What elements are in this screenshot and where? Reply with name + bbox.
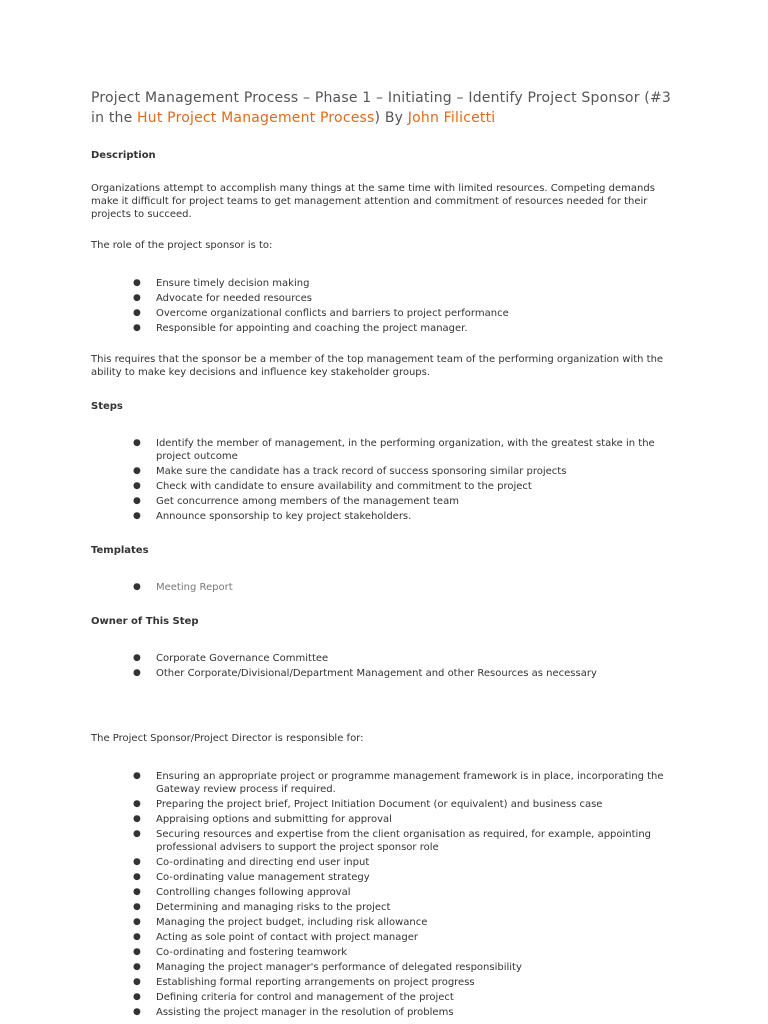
list-item: ● Check with candidate to ensure availability and commitment to the project [133, 481, 532, 492]
sponsor-requirement: This requires that the sponsor be a member of the top management team of the performing organization with the ability to make key decisions and influence key stakeholder groups. [91, 354, 664, 378]
list-item: ● Advocate for needed resources [133, 293, 312, 304]
steps-heading: Steps [91, 401, 123, 412]
list-item: ● Establishing formal reporting arrangements on project progress [133, 977, 475, 988]
bullet-icon: ● [133, 653, 141, 663]
bullet-icon: ● [133, 668, 141, 678]
description-paragraph: Organizations attempt to accomplish many things at the same time with limited resources. Competing demands make it difficult for project teams to get management attention and commitment of resources needed for their projects to succeed. [91, 183, 655, 220]
list-item [91, 581, 671, 594]
author-link[interactable]: John Filicetti [407, 110, 496, 126]
bullet-icon: ● [133, 992, 141, 1002]
list-item: ● Get concurrence among members of the management team [133, 496, 459, 507]
templates-list [91, 581, 671, 594]
list-item: ● Managing the project manager's performance of delegated responsibility [133, 962, 522, 973]
process-link[interactable]: Hut Project Management Process [137, 110, 375, 126]
list-item: ● Other Corporate/Divisional/Department Management and other Resources as necessary [133, 668, 597, 679]
role-intro: The role of the project sponsor is to: [91, 240, 273, 251]
bullet-icon: ● [133, 308, 141, 318]
list-item: ● Identify the member of management, in the performing organization, with the greatest stake in the project outcome [133, 438, 655, 462]
list-item: ● Acting as sole point of contact with project manager [133, 932, 419, 943]
list-item: ● Co-ordinating value management strategy [133, 872, 370, 883]
list-item: ● Ensure timely decision making [133, 278, 310, 289]
bullet-icon: ● [133, 917, 141, 927]
list-item: ● Corporate Governance Committee [133, 653, 329, 664]
bullet-icon: ● [133, 977, 141, 987]
bullet-icon: ● [133, 582, 141, 592]
list-item: ● Assisting the project manager in the resolution of problems [133, 1007, 454, 1018]
bullet-icon: ● [133, 962, 141, 972]
bullet-icon: ● [133, 293, 141, 303]
list-item: ● Make sure the candidate has a track record of success sponsoring similar projects [133, 466, 567, 477]
list-item: ● Managing the project budget, including risk allowance [133, 917, 428, 928]
bullet-icon: ● [133, 323, 141, 333]
bullet-icon: ● [133, 278, 141, 288]
bullet-icon: ● [133, 829, 141, 839]
bullet-icon: ● [133, 799, 141, 809]
owner-heading: Owner of This Step [91, 616, 199, 627]
list-item: ● Ensuring an appropriate project or programme management framework is in place, incorporating the Gateway review process if required. [133, 771, 664, 795]
list-item: ● Preparing the project brief, Project Initiation Document (or equivalent) and business case [133, 799, 603, 810]
description-heading: Description [91, 150, 156, 161]
title-middle: ) By [374, 110, 408, 126]
list-item: ● Announce sponsorship to key project stakeholders. [133, 511, 412, 522]
owner-list [91, 652, 671, 680]
director-intro: The Project Sponsor/Project Director is responsible for: [91, 733, 364, 744]
bullet-icon: ● [133, 814, 141, 824]
bullet-icon: ● [133, 466, 141, 476]
roles-list [91, 277, 671, 335]
director-list [91, 770, 671, 1019]
bullet-icon: ● [133, 481, 141, 491]
list-item: ● Defining criteria for control and management of the project [133, 992, 454, 1003]
meeting-report-link[interactable]: Meeting Report [156, 582, 233, 593]
bullet-icon: ● [133, 1007, 141, 1017]
list-item: ● Appraising options and submitting for approval [133, 814, 392, 825]
bullet-icon: ● [133, 932, 141, 942]
steps-list [91, 437, 671, 523]
bullet-icon: ● [133, 857, 141, 867]
bullet-icon: ● [133, 887, 141, 897]
list-item: ● Responsible for appointing and coaching the project manager. [133, 323, 468, 334]
templates-heading: Templates [91, 545, 149, 556]
list-item: ● Controlling changes following approval [133, 887, 351, 898]
document-page [91, 88, 671, 1021]
bullet-icon: ● [133, 771, 141, 781]
bullet-icon: ● [133, 438, 141, 448]
list-item: ● Securing resources and expertise from the client organisation as required, for example, appointing professional advisers to support the project sponsor role [133, 829, 652, 853]
list-item: ● Determining and managing risks to the project [133, 902, 391, 913]
bullet-icon: ● [133, 511, 141, 521]
bullet-icon: ● [133, 947, 141, 957]
bullet-icon: ● [133, 872, 141, 882]
page-title [91, 88, 671, 128]
list-item: ● Overcome organizational conflicts and barriers to project performance [133, 308, 509, 319]
bullet-icon: ● [133, 902, 141, 912]
title-prefix: Project Management Process – Phase 1 – Initiating – Identify Project Sponsor (#3 in the [91, 90, 672, 126]
list-item: ● Co-ordinating and fostering teamwork [133, 947, 348, 958]
bullet-icon: ● [133, 496, 141, 506]
list-item: ● Co-ordinating and directing end user input [133, 857, 370, 868]
